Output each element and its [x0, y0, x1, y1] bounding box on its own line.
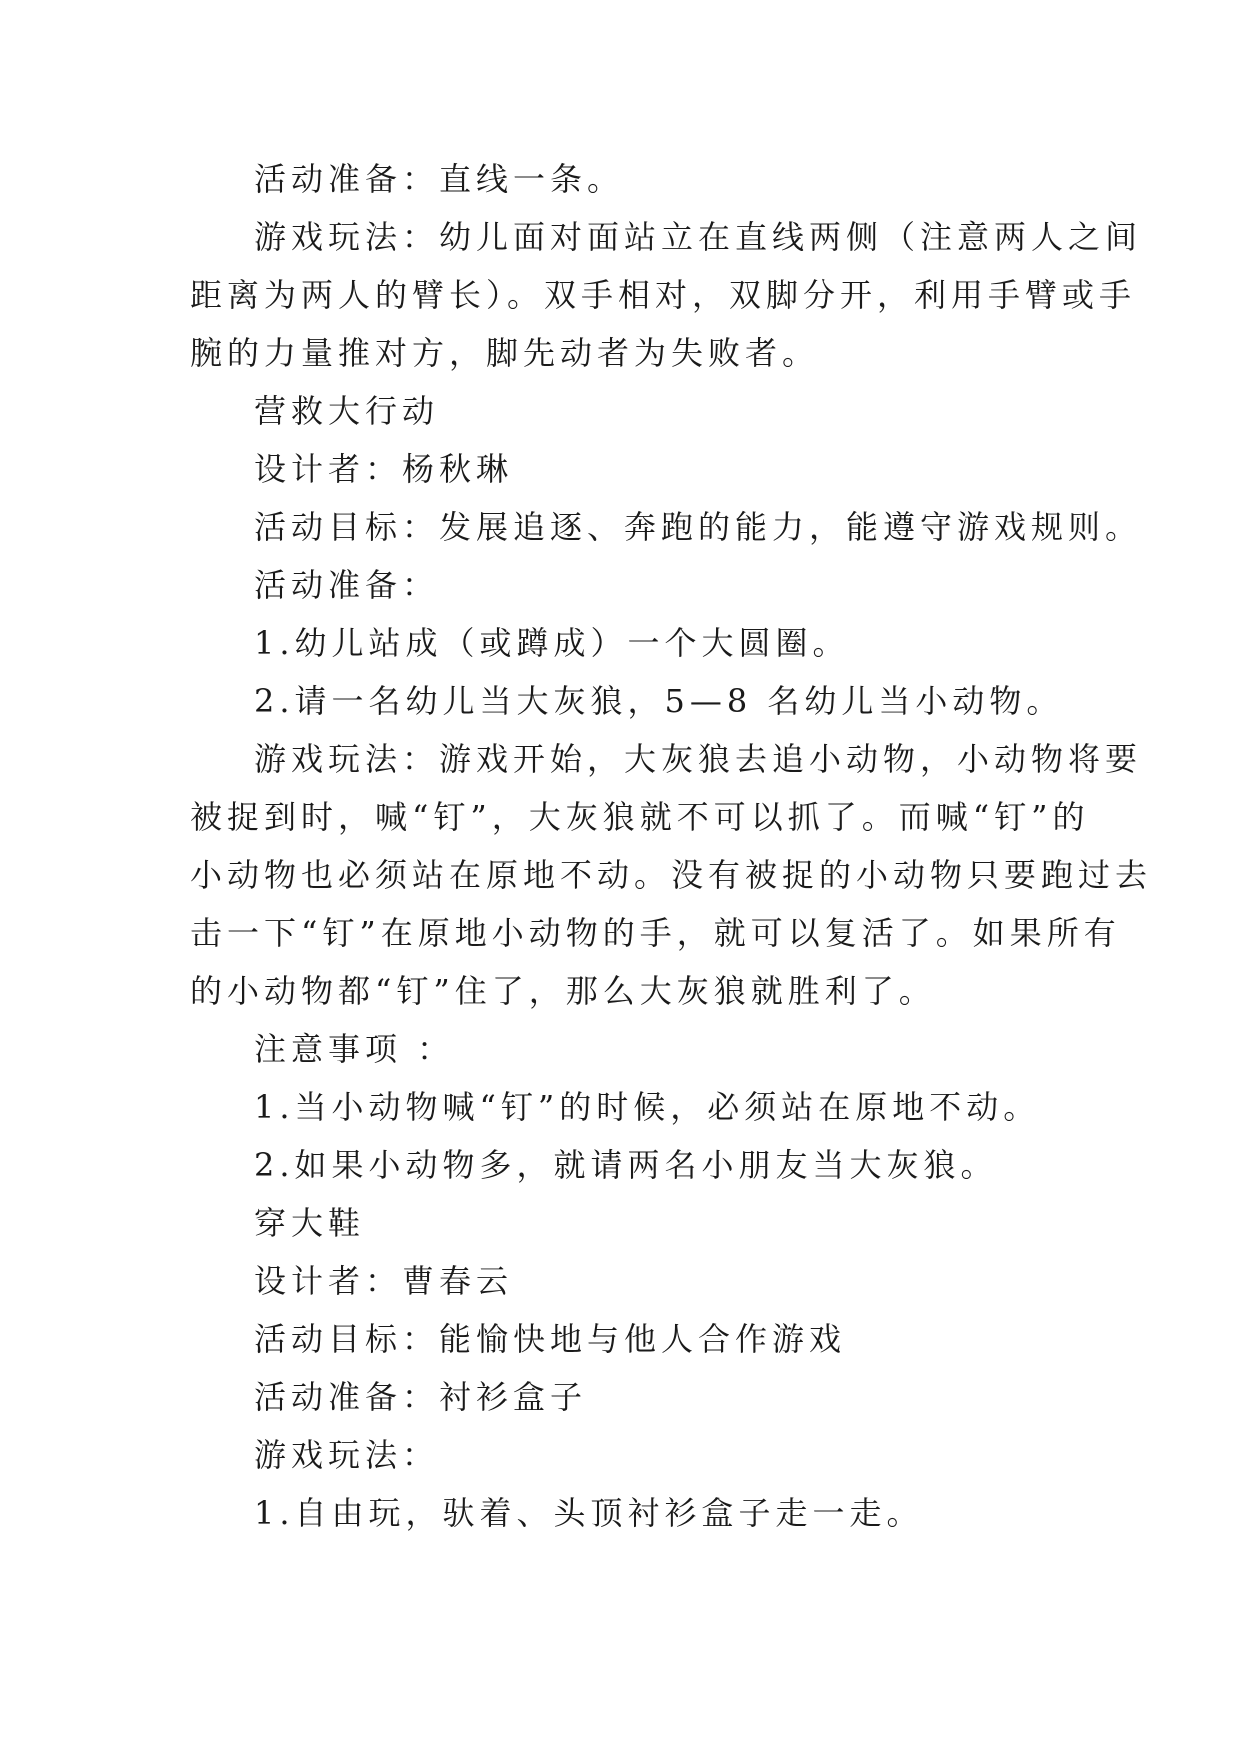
text-line: 营救大行动 [254, 392, 440, 430]
text-line: 活动目标：发展追逐、奔跑的能力，能遵守游戏规则。 [254, 508, 1143, 546]
text-line: 小动物也必须站在原地不动。没有被捉的小动物只要跑过去 [190, 856, 1153, 894]
text-line: 活动目标：能愉快地与他人合作游戏 [254, 1320, 847, 1358]
text-line: 击一下“钉”在原地小动物的手，就可以复活了。如果所有 [190, 914, 1121, 952]
text-line: 1.自由玩，驮着、头顶衬衫盒子走一走。 [254, 1494, 924, 1532]
text-line: 活动准备：直线一条。 [254, 160, 625, 198]
text-line: 注意事项 ： [254, 1030, 455, 1068]
text-line: 的小动物都“钉”住了，那么大灰狼就胜利了。 [190, 972, 936, 1010]
text-line: 游戏玩法： [254, 1436, 440, 1474]
text-line: 设计者：曹春云 [254, 1262, 514, 1300]
text-line: 活动准备：衬衫盒子 [254, 1378, 588, 1416]
text-line: 2.请一名幼儿当大灰狼，5—8 名幼儿当小动物。 [254, 682, 1064, 720]
text-line: 腕的力量推对方，脚先动者为失败者。 [190, 334, 820, 372]
text-line: 穿大鞋 [254, 1204, 366, 1242]
text-line: 设计者：杨秋琳 [254, 450, 514, 488]
document-body [190, 150, 1153, 1542]
text-line: 被捉到时，喊“钉”，大灰狼就不可以抓了。而喊“钉”的 [190, 798, 1090, 836]
text-line: 距离为两人的臂长）。双手相对，双脚分开，利用手臂或手 [190, 276, 1137, 314]
text-line: 游戏玩法：幼儿面对面站立在直线两侧（注意两人之间 [254, 218, 1143, 256]
text-line: 游戏玩法：游戏开始，大灰狼去追小动物，小动物将要 [254, 740, 1143, 778]
text-line: 2.如果小动物多，就请两名小朋友当大灰狼。 [254, 1146, 998, 1184]
text-line: 活动准备： [254, 566, 440, 604]
text-line: 1.当小动物喊“钉”的时候，必须站在原地不动。 [254, 1088, 1041, 1126]
text-line: 1.幼儿站成（或蹲成）一个大圆圈。 [254, 624, 850, 662]
